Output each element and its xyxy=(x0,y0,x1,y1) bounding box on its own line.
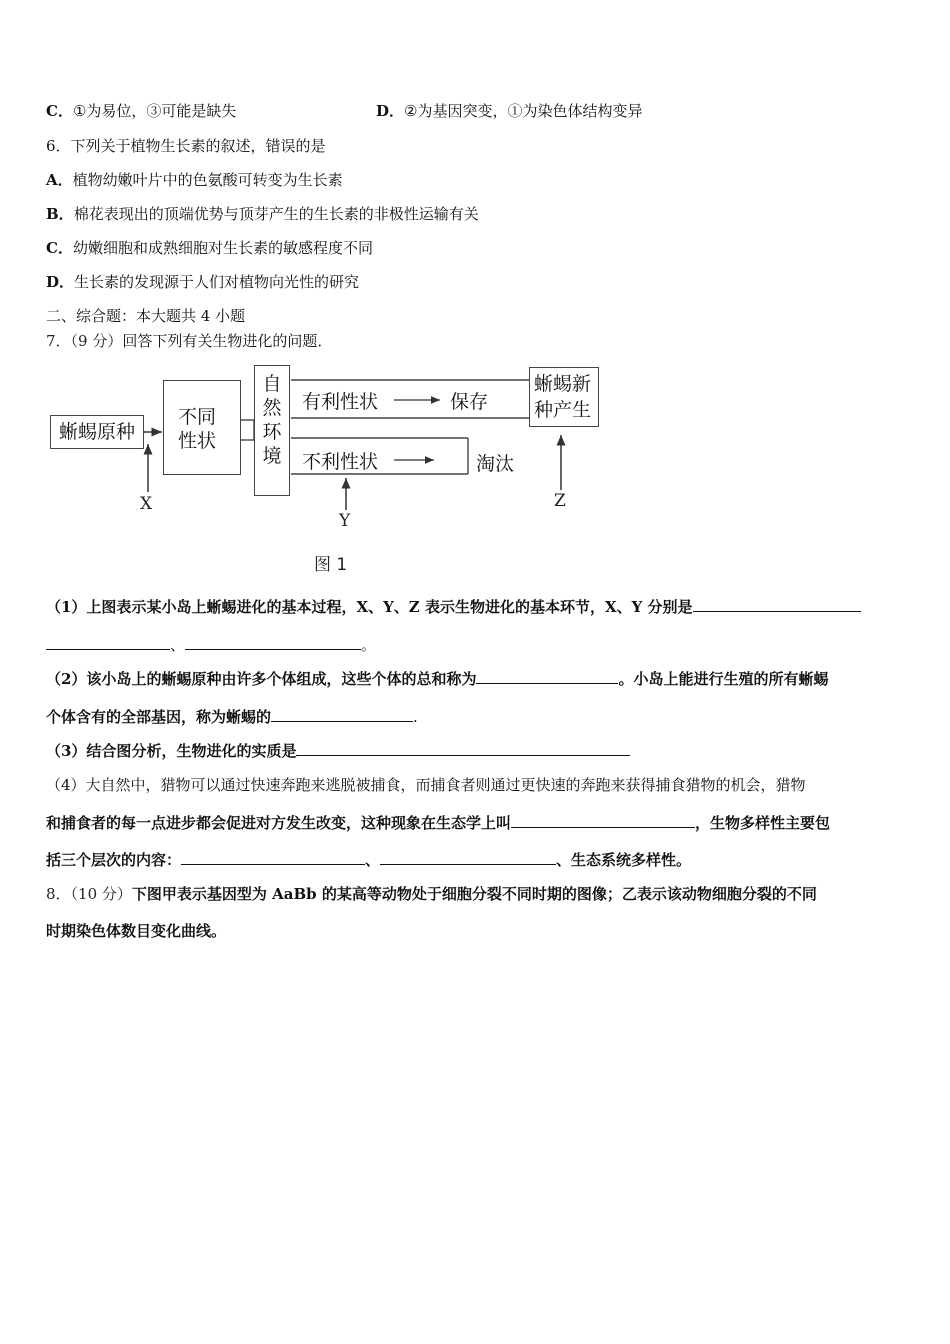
part4-text-end: 、生态系统多样性。 xyxy=(556,851,692,869)
original-species-label: 蜥蜴原种 xyxy=(58,421,135,443)
answer-blank-diversity-1[interactable] xyxy=(181,849,365,865)
q7-part1-line2 xyxy=(46,634,376,655)
part3-text: （3）结合图分析，生物进化的实质是 xyxy=(46,742,297,760)
q8-stem-line1 xyxy=(46,884,817,904)
answer-blank-gene-pool[interactable] xyxy=(271,706,413,722)
part2-text-cont: 。小岛上能进行生殖的所有蜥蜴 xyxy=(618,670,829,688)
q6-option-b xyxy=(46,204,479,224)
part2-text2: 个体含有的全部基因，称为蜥蜴的 xyxy=(46,708,272,726)
q7-part4-line2 xyxy=(46,812,830,833)
label-y: Y xyxy=(339,511,351,531)
part2-text: （2）该小岛上的蜥蜴原种由许多个体组成，这些个体的总和称为 xyxy=(46,670,477,688)
part4-text-cont: ，生物多样性主要包 xyxy=(695,814,831,832)
new-species-line: 种产生 xyxy=(534,399,592,421)
box-original-species xyxy=(50,415,144,449)
answer-blank-essence[interactable] xyxy=(296,740,630,756)
environment-char: 然 xyxy=(262,397,282,419)
environment-char: 自 xyxy=(262,373,282,395)
option-letter: C． xyxy=(46,239,73,257)
box-natural-environment xyxy=(254,365,290,496)
question-number: 7．（9 分） xyxy=(46,332,123,350)
option-letter: B． xyxy=(46,205,74,223)
connector-box xyxy=(240,420,254,440)
option-c xyxy=(46,101,236,121)
option-letter: A． xyxy=(46,171,73,189)
diagram-caption: 图 1 xyxy=(314,555,348,575)
environment-char: 境 xyxy=(262,445,282,467)
option-letter: D． xyxy=(46,273,75,291)
option-text: 幼嫩细胞和成熟细胞对生长素的敏感程度不同 xyxy=(72,239,373,257)
label-z: Z xyxy=(554,491,566,511)
q8-stem-line2: 时期染色体数目变化曲线。 xyxy=(46,922,227,940)
traits-line: 性状 xyxy=(178,430,217,452)
box-different-traits xyxy=(163,380,241,475)
option-text: 棉花表现出的顶端优势与顶芽产生的生长素的非极性运输有关 xyxy=(73,205,479,223)
option-text: ①为易位，③可能是缺失 xyxy=(72,102,237,120)
option-text: ②为基因突变，①为染色体结构变异 xyxy=(404,102,643,120)
answer-blank-coevolution[interactable] xyxy=(511,812,695,828)
unfavorable-traits-label: 不利性状 xyxy=(302,451,379,473)
separator: 、 xyxy=(365,851,381,869)
q7-stem xyxy=(46,331,332,351)
traits-line: 不同 xyxy=(178,406,217,428)
new-species-line: 蜥蜴新 xyxy=(534,373,592,395)
q7-part4-line1: （4）大自然中，猎物可以通过快速奔跑来逃脱被捕食，而捕食者则通过更快速的奔跑来获得捕食猎物的机会，猎物 xyxy=(46,776,806,794)
keep-label: 保存 xyxy=(450,391,489,413)
q7-part2-line1 xyxy=(46,668,828,689)
q6-option-c xyxy=(46,238,373,258)
q6-option-a xyxy=(46,170,343,190)
option-letter: C． xyxy=(46,102,73,120)
sentence-end: . xyxy=(413,708,418,726)
option-text: 生长素的发现源于人们对植物向光性的研究 xyxy=(74,273,360,291)
q7-part4-line3 xyxy=(46,849,691,870)
environment-char: 环 xyxy=(262,421,282,443)
part4-text: 和捕食者的每一点进步都会促进对方发生改变，这种现象在生态学上叫 xyxy=(46,814,512,832)
answer-blank-diversity-2[interactable] xyxy=(380,849,556,865)
answer-blank-y[interactable] xyxy=(185,634,361,650)
part1-text: （1）上图表示某小岛上蜥蜴进化的基本过程，X、Y、Z 表示生物进化的基本环节，X、Y 分别是 xyxy=(46,598,693,616)
q7-part1-line1 xyxy=(46,596,861,617)
answer-blank-x-cont[interactable] xyxy=(46,634,170,650)
sentence-end: 。 xyxy=(361,636,377,654)
option-letter: D． xyxy=(376,102,405,120)
evolution-diagram xyxy=(46,360,606,575)
q7-part3 xyxy=(46,740,630,761)
question-text: 下图甲表示基因型为 AaBb 的某高等动物处于细胞分裂不同时期的图像；乙表示该动物细胞分裂的不同 xyxy=(131,885,817,903)
answer-blank-population[interactable] xyxy=(476,668,618,684)
q6-option-d xyxy=(46,272,359,292)
answer-blank-x[interactable] xyxy=(693,596,861,612)
q6-stem: 6．下列关于植物生长素的叙述，错误的是 xyxy=(46,137,326,155)
option-d xyxy=(376,101,642,121)
label-x: X xyxy=(140,494,153,514)
separator: 、 xyxy=(170,636,186,654)
question-text: 回答下列有关生物进化的问题． xyxy=(122,332,333,350)
section-heading: 二、综合题：本大题共 4 小题 xyxy=(46,307,246,325)
q7-part2-line2 xyxy=(46,706,418,727)
question-number: 8．（10 分） xyxy=(46,885,132,903)
eliminate-label: 淘汰 xyxy=(476,453,515,475)
part4-text3: 括三个层次的内容： xyxy=(46,851,182,869)
option-text: 植物幼嫩叶片中的色氨酸可转变为生长素 xyxy=(72,171,343,189)
favorable-traits-label: 有利性状 xyxy=(302,391,379,413)
box-new-species xyxy=(529,367,599,427)
